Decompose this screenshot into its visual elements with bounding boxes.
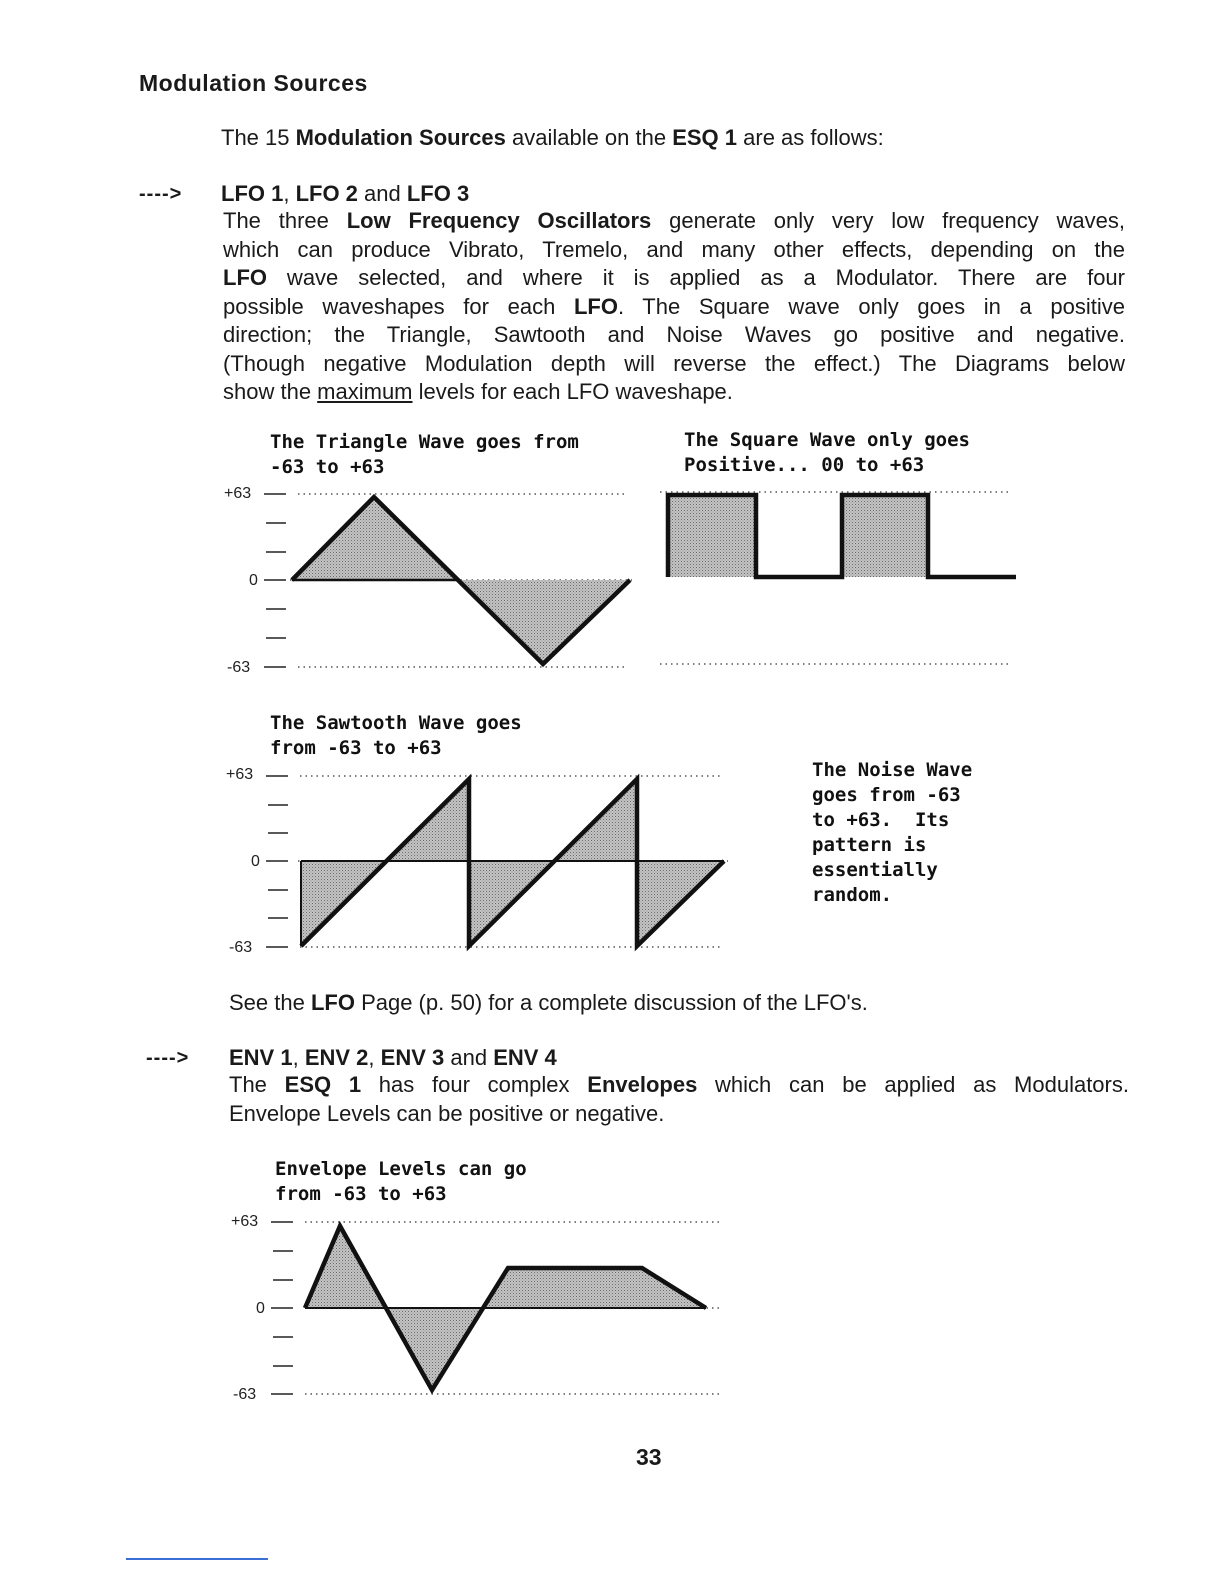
env-title-t1: , <box>292 1045 305 1070</box>
noise-line-1: The Noise Wave <box>812 759 973 781</box>
envelope-level-neg: -63 <box>233 1386 257 1403</box>
envelope-caption-1: Envelope Levels can go <box>275 1158 527 1180</box>
noise-line-2: goes from -63 <box>812 784 961 806</box>
intro-bold-2: ESQ 1 <box>672 125 738 150</box>
page-number: 33 <box>636 1444 662 1470</box>
sawtooth-caption-2: from -63 to +63 <box>270 737 442 759</box>
lfo-l4-b1: LFO <box>573 293 618 319</box>
noise-line-3: to +63. Its <box>812 809 950 831</box>
square-caption-2: Positive... 00 to +63 <box>684 454 925 476</box>
triangle-wave-diagram <box>264 494 632 667</box>
lfo-l1-b1: Low Frequency Oscillators <box>346 208 652 233</box>
env-title-b4: ENV 4 <box>493 1045 557 1070</box>
env-title-b1: ENV 1 <box>229 1045 293 1070</box>
lfo-title-b1: LFO 1 <box>221 181 284 206</box>
sawtooth-level-pos: +63 <box>226 766 254 783</box>
env-l1-t3: which can be applied as Modulators. <box>697 1072 1129 1097</box>
env-l1-b1: ESQ 1 <box>284 1072 362 1097</box>
section-heading: Modulation Sources <box>139 70 368 96</box>
triangle-level-zero: 0 <box>249 572 258 589</box>
sawtooth-caption-1: The Sawtooth Wave goes <box>270 712 522 734</box>
env-line-2: Envelope Levels can be positive or negative. <box>229 1100 665 1126</box>
noise-line-6: random. <box>812 884 893 906</box>
sawtooth-level-neg: -63 <box>229 939 253 956</box>
envelope-axis-ticks <box>271 1222 293 1394</box>
triangle-positive-fill <box>292 497 456 580</box>
lfo-title-t2: and <box>357 181 407 206</box>
env-title-b2: ENV 2 <box>304 1045 369 1070</box>
see-lfo-t2: Page (p. 50) for a complete discussion of the LFO's. <box>354 990 868 1015</box>
intro-text-2: available on the <box>505 125 673 150</box>
env-line-1 <box>229 1071 1129 1100</box>
sawtooth-level-zero: 0 <box>251 853 260 870</box>
noise-line-5: essentially <box>812 859 938 881</box>
lfo-l3-b1: LFO <box>223 265 267 290</box>
lfo-line-2: which can produce Vibrato, Tremelo, and many other effects, depending on the <box>223 236 1125 262</box>
lfo-title-b2: LFO 2 <box>295 181 358 206</box>
noise-line-4: pattern is <box>812 834 927 856</box>
triangle-caption-2: -63 to +63 <box>270 456 385 478</box>
env-title-t2: , <box>368 1045 381 1070</box>
envelope-level-zero: 0 <box>256 1300 265 1317</box>
lfo-l3-t1: wave selected, and where it is applied as a Modulator. There are four <box>267 265 1125 290</box>
lfo-l4-t1: possible waveshapes for each <box>223 293 574 319</box>
triangle-negative-fill <box>456 580 630 664</box>
triangle-level-neg: -63 <box>227 659 251 676</box>
lfo-arrow-marker: ----> <box>139 183 183 205</box>
square-pulse-2-fill <box>842 496 928 577</box>
footnote-rule <box>126 1558 268 1560</box>
see-lfo-t1: See the <box>229 990 311 1015</box>
lfo-line-6: (Though negative Modulation depth will reverse the effect.) The Diagrams below <box>223 350 1125 376</box>
envelope-level-pos: +63 <box>231 1213 259 1230</box>
see-lfo-b1: LFO <box>310 990 355 1015</box>
triangle-caption-1: The Triangle Wave goes from <box>270 431 579 453</box>
env-title <box>229 1045 557 1071</box>
lfo-l1-t1: The three <box>223 208 347 233</box>
triangle-level-pos: +63 <box>224 485 252 502</box>
envelope-caption-2: from -63 to +63 <box>275 1183 447 1205</box>
lfo-l1-t2: generate only very low frequency waves, <box>651 208 1126 233</box>
intro-text-3: are as follows: <box>737 125 884 150</box>
envelope-diagram <box>271 1222 722 1394</box>
lfo-title-t1: , <box>283 181 296 206</box>
square-pulse-1-fill <box>670 496 756 577</box>
intro-bold-1: Modulation Sources <box>295 125 506 150</box>
lfo-l7-underlined: maximum <box>317 379 413 404</box>
sawtooth-wave-diagram <box>266 776 728 947</box>
square-wave-diagram <box>660 492 1016 664</box>
env-title-b3: ENV 3 <box>380 1045 445 1070</box>
see-lfo-note <box>229 990 868 1016</box>
env-l1-t2: has four complex <box>361 1072 588 1097</box>
intro-text-1: The 15 <box>221 125 296 150</box>
lfo-title-b3: LFO 3 <box>406 181 470 206</box>
sawtooth-axis-ticks <box>266 776 288 947</box>
env-arrow-marker: ----> <box>146 1047 190 1069</box>
envelope-dip-fill <box>385 1308 484 1390</box>
env-description <box>229 1071 1129 1128</box>
env-title-t3: and <box>444 1045 494 1070</box>
square-caption-1: The Square Wave only goes <box>684 429 970 451</box>
env-l1-b2: Envelopes <box>587 1072 698 1097</box>
lfo-l7-t2: levels for each LFO waveshape. <box>412 379 733 404</box>
env-l1-t1: The <box>229 1072 285 1097</box>
lfo-l4-t2: . The Square wave only goes in a positive <box>617 293 1125 319</box>
lfo-line-5: direction; the Triangle, Sawtooth and Noise Waves go positive and negative. <box>223 322 1125 347</box>
triangle-axis-ticks <box>264 494 286 667</box>
lfo-l7-t1: show the <box>223 379 318 404</box>
